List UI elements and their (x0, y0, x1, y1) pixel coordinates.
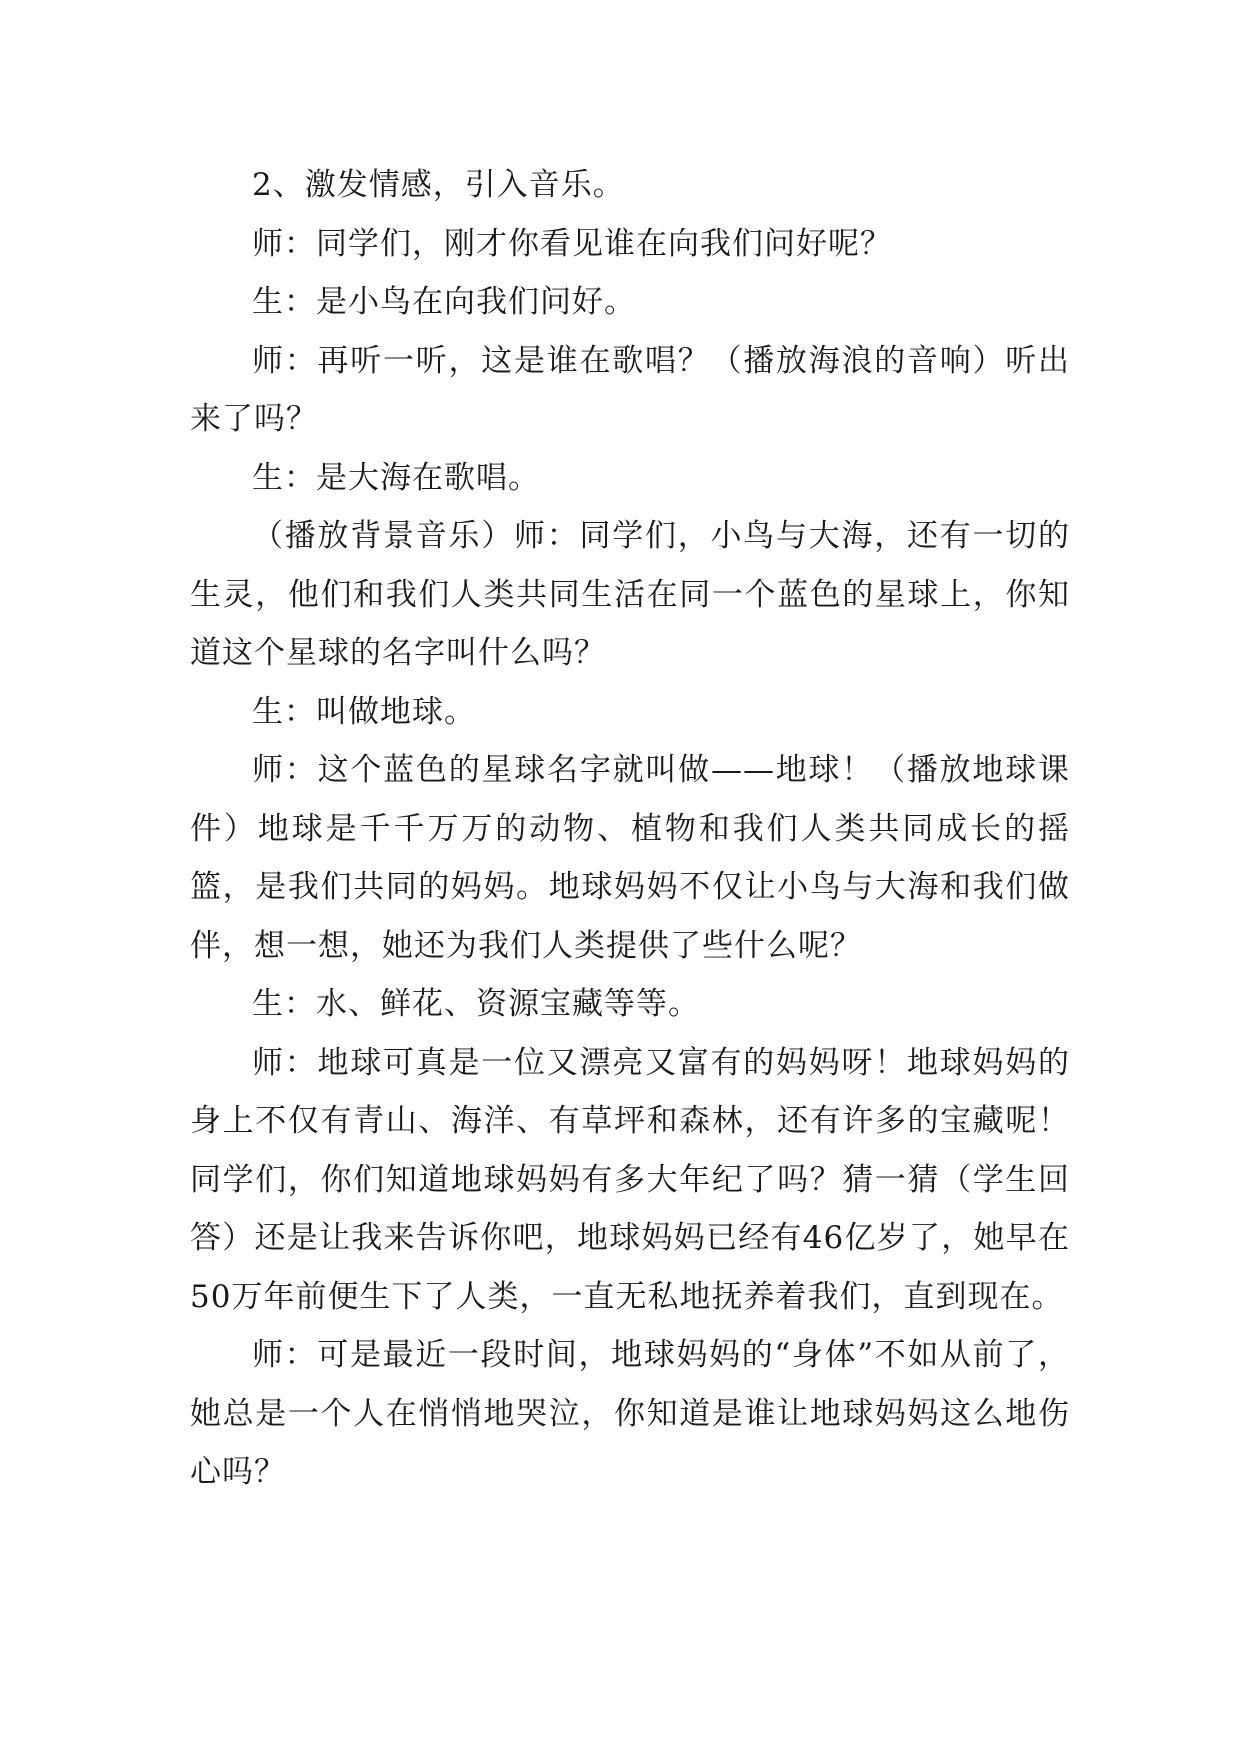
paragraph-teacher-earth-age: 师：地球可真是一位又漂亮又富有的妈妈呀！地球妈妈的身上不仅有青山、海洋、有草坪和森林，还有许多的宝藏呢！同学们，你们知道地球妈妈有多大年纪了吗？猜一猜（学生回答）还是让我来告诉你吧，地球妈妈已经有46亿岁了，她早在50万年前便生下了人类，一直无私地抚养着我们，直到现在。 (190, 1044, 1070, 1315)
paragraph-student-answer-sea: 生：是大海在歌唱。 (252, 459, 540, 496)
paragraph-section-heading: 2、激发情感，引入音乐。 (252, 167, 625, 203)
document-body (190, 156, 1070, 1502)
paragraph-student-answer-resources: 生：水、鲜花、资源宝藏等等。 (252, 986, 700, 1022)
paragraph-teacher-earth-mother: 师：这个蓝色的星球名字就叫做——地球！（播放地球课件）地球是千千万万的动物、植物和我们人类共同成长的摇篮，是我们共同的妈妈。地球妈妈不仅让小鸟与大海和我们做伴，想一想，她还为我们人类提供了些什么呢？ (190, 752, 1070, 964)
paragraph-teacher-earth-sad: 师：可是最近一段时间，地球妈妈的“身体”不如从前了，她总是一个人在悄悄地哭泣，你知道是谁让地球妈妈这么地伤心吗？ (190, 1337, 1070, 1490)
paragraph-teacher-planet-question: （播放背景音乐）师：同学们，小鸟与大海，还有一切的生灵，他们和我们人类共同生活在同一个蓝色的星球上，你知道这个星球的名字叫什么吗？ (190, 518, 1070, 671)
paragraph-teacher-question-singing: 师：再听一听，这是谁在歌唱？（播放海浪的音响）听出来了吗？ (190, 342, 1070, 437)
paragraph-student-answer-bird: 生：是小鸟在向我们问好。 (252, 284, 636, 320)
paragraph-teacher-question-greeting: 师：同学们，刚才你看见谁在向我们问好呢？ (252, 225, 892, 262)
paragraph-student-answer-earth: 生：叫做地球。 (252, 693, 476, 730)
